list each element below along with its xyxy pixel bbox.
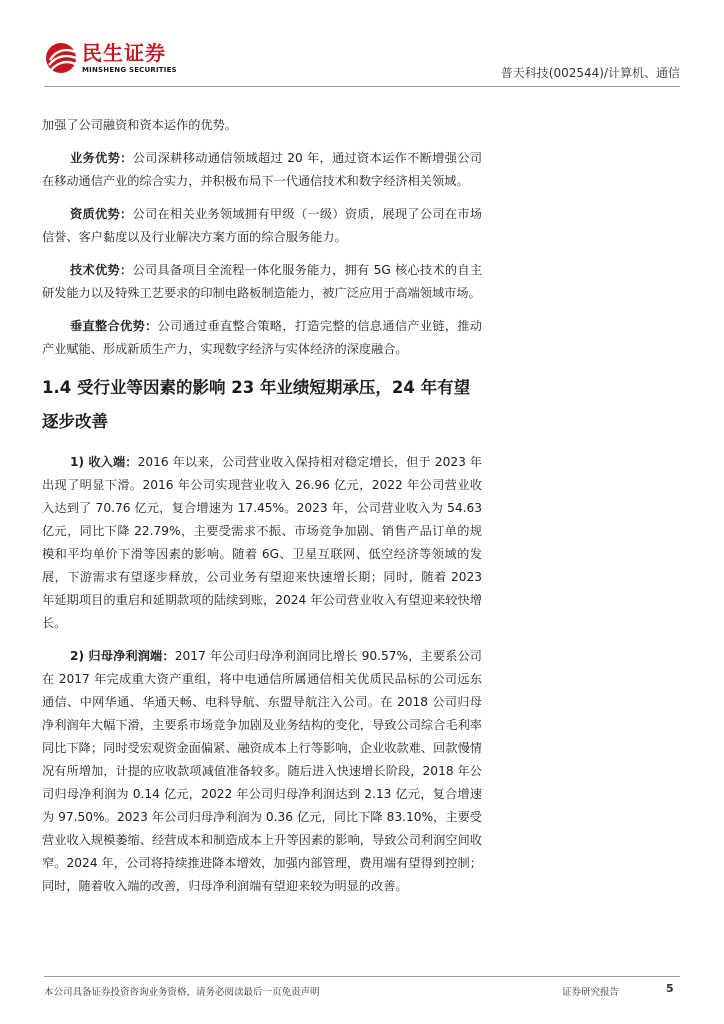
advantage-label: 资质优势： <box>70 207 133 221</box>
report-tag: 普天科技(002544)/计算机、通信 <box>500 66 680 80</box>
point-text: 2017 年公司归母净利润同比增长 90.57%，主要系公司在 2017 年完成重大资产重组，将中电通信所属通信相关优质民品标的公司远东通信、中网华通、华通天畅、电科导航、东盟导航注入公司。在 2018 公司归母净利润年大幅下滑，主要系市场竞争加剧及业务结构的变化，导致公司综合毛利率同比下降；同时受宏观资金面偏紧、融资成本上行等影响，企业收款难、回款慢情况有所增加，计提的应收款项减值准备较多。随后进入快速增长阶段，2018 年公司归母净利润为 0.14 亿元，2022 年公司归母净利润达到 2.13 亿元，复合增速为 97.50%。2023 年公司归母净利润为 0.36 亿元，同比下降 83.10%，主要受营业收入规模萎缩、经营成本和制造成本上升等因素的影响，导致公司利润空间收窄。2024 年，公司将持续推进降本增效，加强内部管理，费用端有望得到控制；同时，随着收入端的改善，归母净利润端有望迎来较为明显的改善。 <box>42 649 482 893</box>
advantage-paragraph-vertical <box>42 315 482 361</box>
advantage-label: 技术优势： <box>70 263 133 277</box>
advantage-paragraph-qualification <box>42 203 482 249</box>
advantage-label: 业务优势： <box>70 151 133 165</box>
header-divider <box>44 86 680 87</box>
intro-paragraph: 加强了公司融资和资本运作的优势。 <box>42 118 237 132</box>
point-label: 2) 归母净利润端： <box>70 649 175 663</box>
footer-divider <box>44 976 680 977</box>
advantage-text: 公司通过垂直整合策略，打造完整的信息通信产业链，推动产业赋能、形成新质生产力，实现数字经济与实体经济的深度融合。 <box>42 319 483 356</box>
point-text: 2016 年以来，公司营业收入保持相对稳定增长，但于 2023 年出现了明显下滑。2016 年公司实现营业收入 26.96 亿元，2022 年公司营业收入达到了 70.76 亿元，复合增速为 17.45%。2023 年，公司营业收入为 54.63 亿元，同比下降 22.79%，主要受需求不振、市场竞争加剧、销售产品订单的规模和平均单价下滑等因素的影响。随着 6G、卫星互联网、低空经济等领域的发展，下游需求有望逐步释放，公司业务有望迎来快速增长期；同时，随着 2023 年延期项目的重启和延期款项的陆续到账，2024 年公司营业收入有望迎来较快增长。 <box>42 455 482 630</box>
logo-chinese-name: 民生证券 <box>82 41 166 65</box>
minsheng-logo <box>44 40 184 80</box>
advantage-text: 公司具备项目全流程一体化服务能力，拥有 5G 核心技术的自主研发能力以及特殊工艺要求的印制电路板制造能力，被广泛应用于高端领域市场。 <box>42 263 483 300</box>
advantage-text: 公司在相关业务领域拥有甲级（一级）资质，展现了公司在市场信誉、客户黏度以及行业解决方案方面的综合服务能力。 <box>42 207 483 244</box>
point-paragraph-net-profit <box>42 645 482 898</box>
point-paragraph-revenue <box>42 451 482 635</box>
point-label: 1) 收入端： <box>70 455 138 469</box>
footer-disclaimer: 本公司具备证券投资咨询业务资格，请务必阅读最后一页免责声明 <box>44 987 320 998</box>
page-content <box>42 114 482 908</box>
advantage-paragraph-technology <box>42 259 482 305</box>
page-number: 5 <box>666 982 674 995</box>
advantage-text: 公司深耕移动通信领域超过 20 年，通过资本运作不断增强公司在移动通信产业的综合实力，并积极布局下一代通信技术和数字经济相关领域。 <box>42 151 483 188</box>
minsheng-logo-icon <box>44 40 80 76</box>
advantage-label: 垂直整合优势： <box>70 319 158 333</box>
advantage-paragraph-business <box>42 147 482 193</box>
footer-doc-type: 证券研究报告 <box>562 987 620 998</box>
page-header <box>0 0 724 90</box>
section-heading: 1.4 受行业等因素的影响 23 年业绩短期承压，24 年有望逐步改善 <box>42 378 471 431</box>
logo-english-name: MINSHENG SECURITIES <box>82 66 177 74</box>
